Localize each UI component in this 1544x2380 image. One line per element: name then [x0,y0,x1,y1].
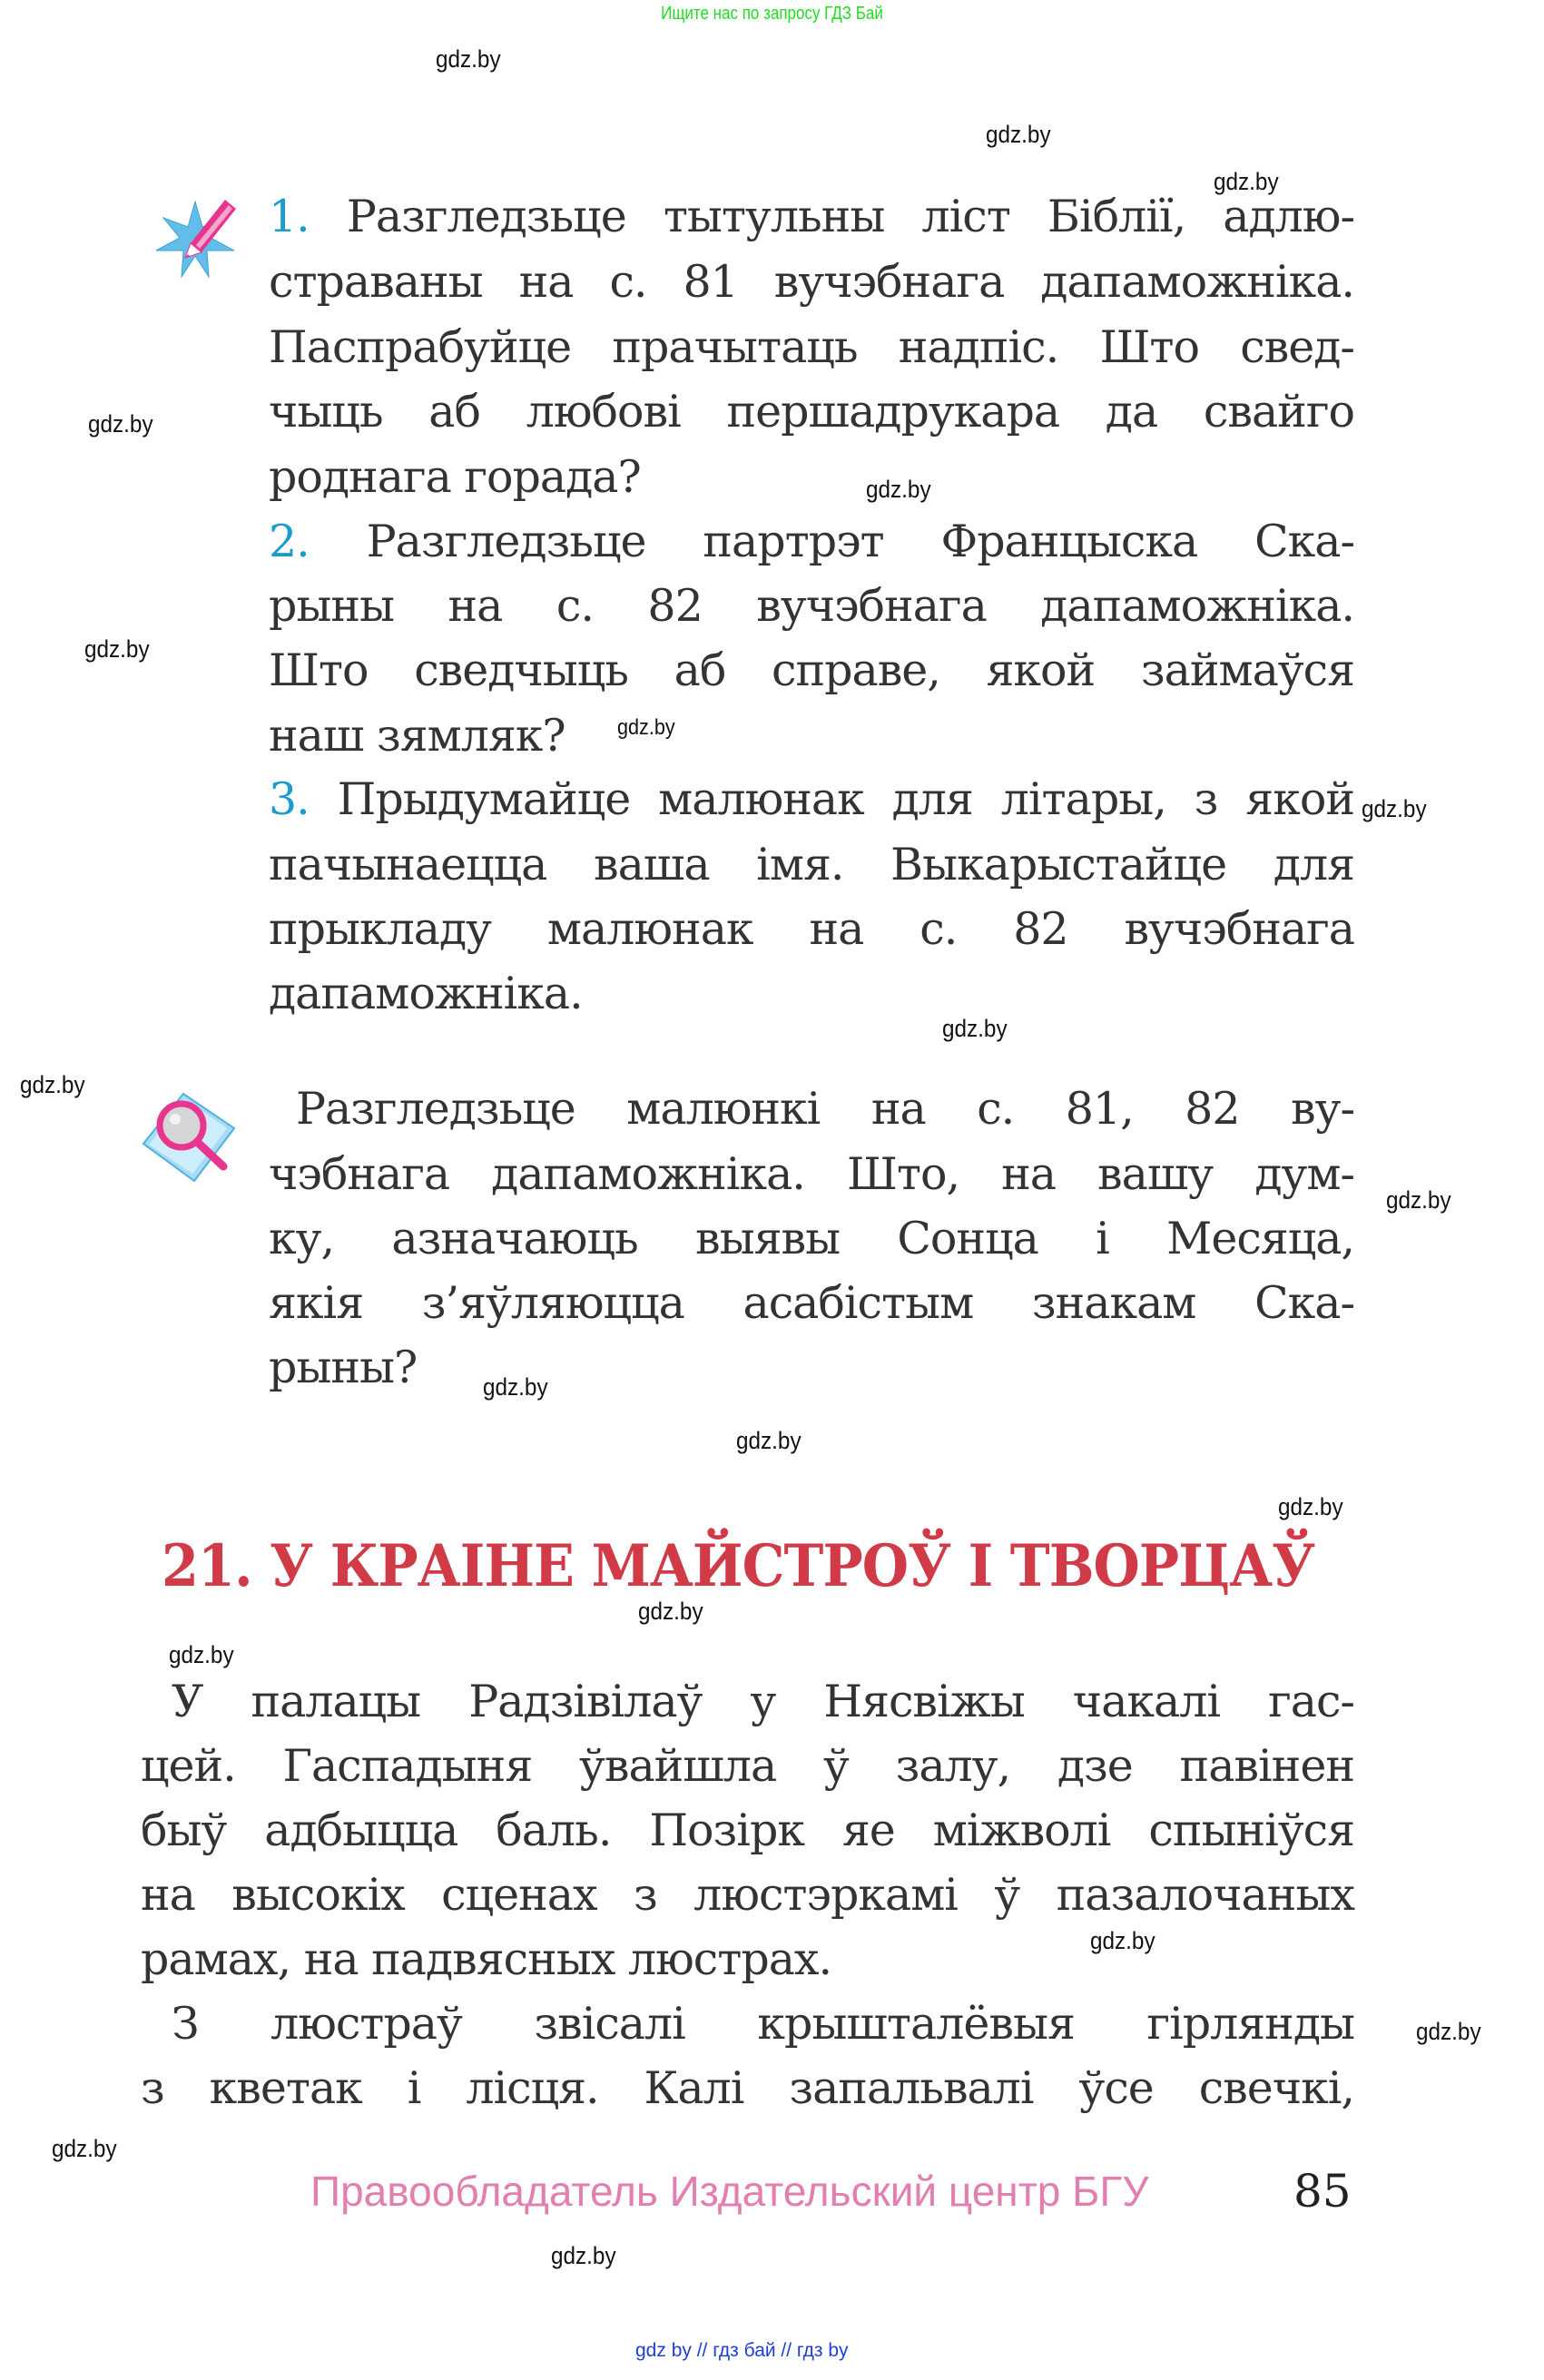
paragraph-1-line-1: У палацы Радзівілаў у Нясвіжы чакалі гас- [172,1676,1354,1727]
watermark: gdz.by [88,410,153,438]
task-1-line-4: чыць аб любові першадрукара да свайго [269,386,1354,438]
task-2-line-1: 2. Разгледзьце партрэт Францыска Ска- [269,516,1355,567]
watermark: gdz.by [551,2242,616,2269]
task-2-line-2: рыны на с. 82 вучэбнага дапаможніка. [269,580,1354,632]
chapter-title: 21. У КРАІНЕ МАЙСТРОЎ І ТВОРЦАЎ [162,1532,1315,1600]
observe-line-5: рыны? [269,1342,418,1393]
observe-line-1: Разгледзьце малюнкі на с. 81, 82 ву- [296,1083,1354,1135]
paragraph-1-line-2: цей. Гаспадыня ўвайшла ў залу, дзе павінен [141,1740,1354,1792]
watermark: gdz.by [483,1373,548,1401]
task-1-line-3: Паспрабуйце прачытаць надпіс. Што свед- [269,321,1354,373]
watermark: gdz.by [1278,1493,1343,1520]
bottom-links[interactable]: gdz by // гдз бай // гдз by [635,2340,849,2361]
task-1-line-1: 1. Разгледзьце тытульны ліст Біблії, адлю- [269,191,1355,242]
task-3-line-1: 3. Прыдумайце малюнак для літары, з якой [269,773,1354,825]
task-2-line-3: Што сведчыць аб справе, якой займаўся [269,644,1354,696]
watermark: gdz.by [436,45,501,73]
paragraph-2-line-1: З люстраў звісалі крышталёвыя гірлянды [172,1998,1354,2050]
watermark: gdz.by [84,635,150,663]
watermark: gdz.by [1416,2018,1481,2045]
watermark: gdz.by [20,1071,85,1098]
task-2-number: 2. [269,516,310,567]
watermark: gdz.by [736,1427,802,1454]
task-2-line-4: наш зямляк? [269,710,565,762]
observe-line-4: якія з’яўляюцца асабістым знакам Ска- [269,1277,1354,1329]
paragraph-2-line-2: з кветак і лісця. Калі запальвалі ўсе свечкі, [141,2062,1354,2114]
watermark: gdz.by [942,1015,1008,1042]
paragraph-1-line-5: рамах, на падвясных люстрах. [141,1933,832,1985]
watermark: gdz.by [617,715,675,740]
watermark: gdz.by [169,1641,234,1668]
observe-line-3: ку, азначаюць выявы Сонца і Месяца, [269,1213,1354,1264]
watermark: gdz.by [638,1598,703,1625]
task-3-line-2: пачынаецца ваша імя. Выкарыстайце для [269,839,1354,890]
task-1-line-2: страваны на с. 81 вучэбнага дапаможніка. [269,256,1354,308]
task-3-number: 3. [269,773,310,825]
task-1-number: 1. [269,191,310,242]
copyright-notice: Правообладатель Издательский центр БГУ [310,2168,1149,2215]
observe-line-2: чэбнага дапаможніка. Што, на вашу дум- [269,1148,1354,1200]
watermark: gdz.by [1214,168,1279,195]
paragraph-1-line-4: на высокіх сценах з люстэркамі ў пазалочаных [141,1869,1354,1921]
task-1-line-5: роднага горада? [269,451,641,503]
watermark: gdz.by [1362,795,1427,822]
watermark: gdz.by [986,121,1051,148]
watermark: gdz.by [1090,1927,1156,1954]
watermark: gdz.by [866,476,931,503]
magnifier-book-icon [136,1085,245,1189]
watermark: gdz.by [52,2135,117,2162]
pencil-star-icon [145,191,245,290]
search-banner: Ищите нас по запросу ГДЗ Бай [661,4,883,24]
task-3-line-4: дапаможніка. [269,968,583,1019]
watermark: gdz.by [1386,1186,1451,1214]
page-number: 85 [1293,2165,1352,2218]
paragraph-1-line-3: быў адбыцца баль. Позірк яе міжволі спыніўся [141,1805,1354,1856]
task-3-line-3: прыкладу малюнак на с. 82 вучэбнага [269,903,1354,955]
